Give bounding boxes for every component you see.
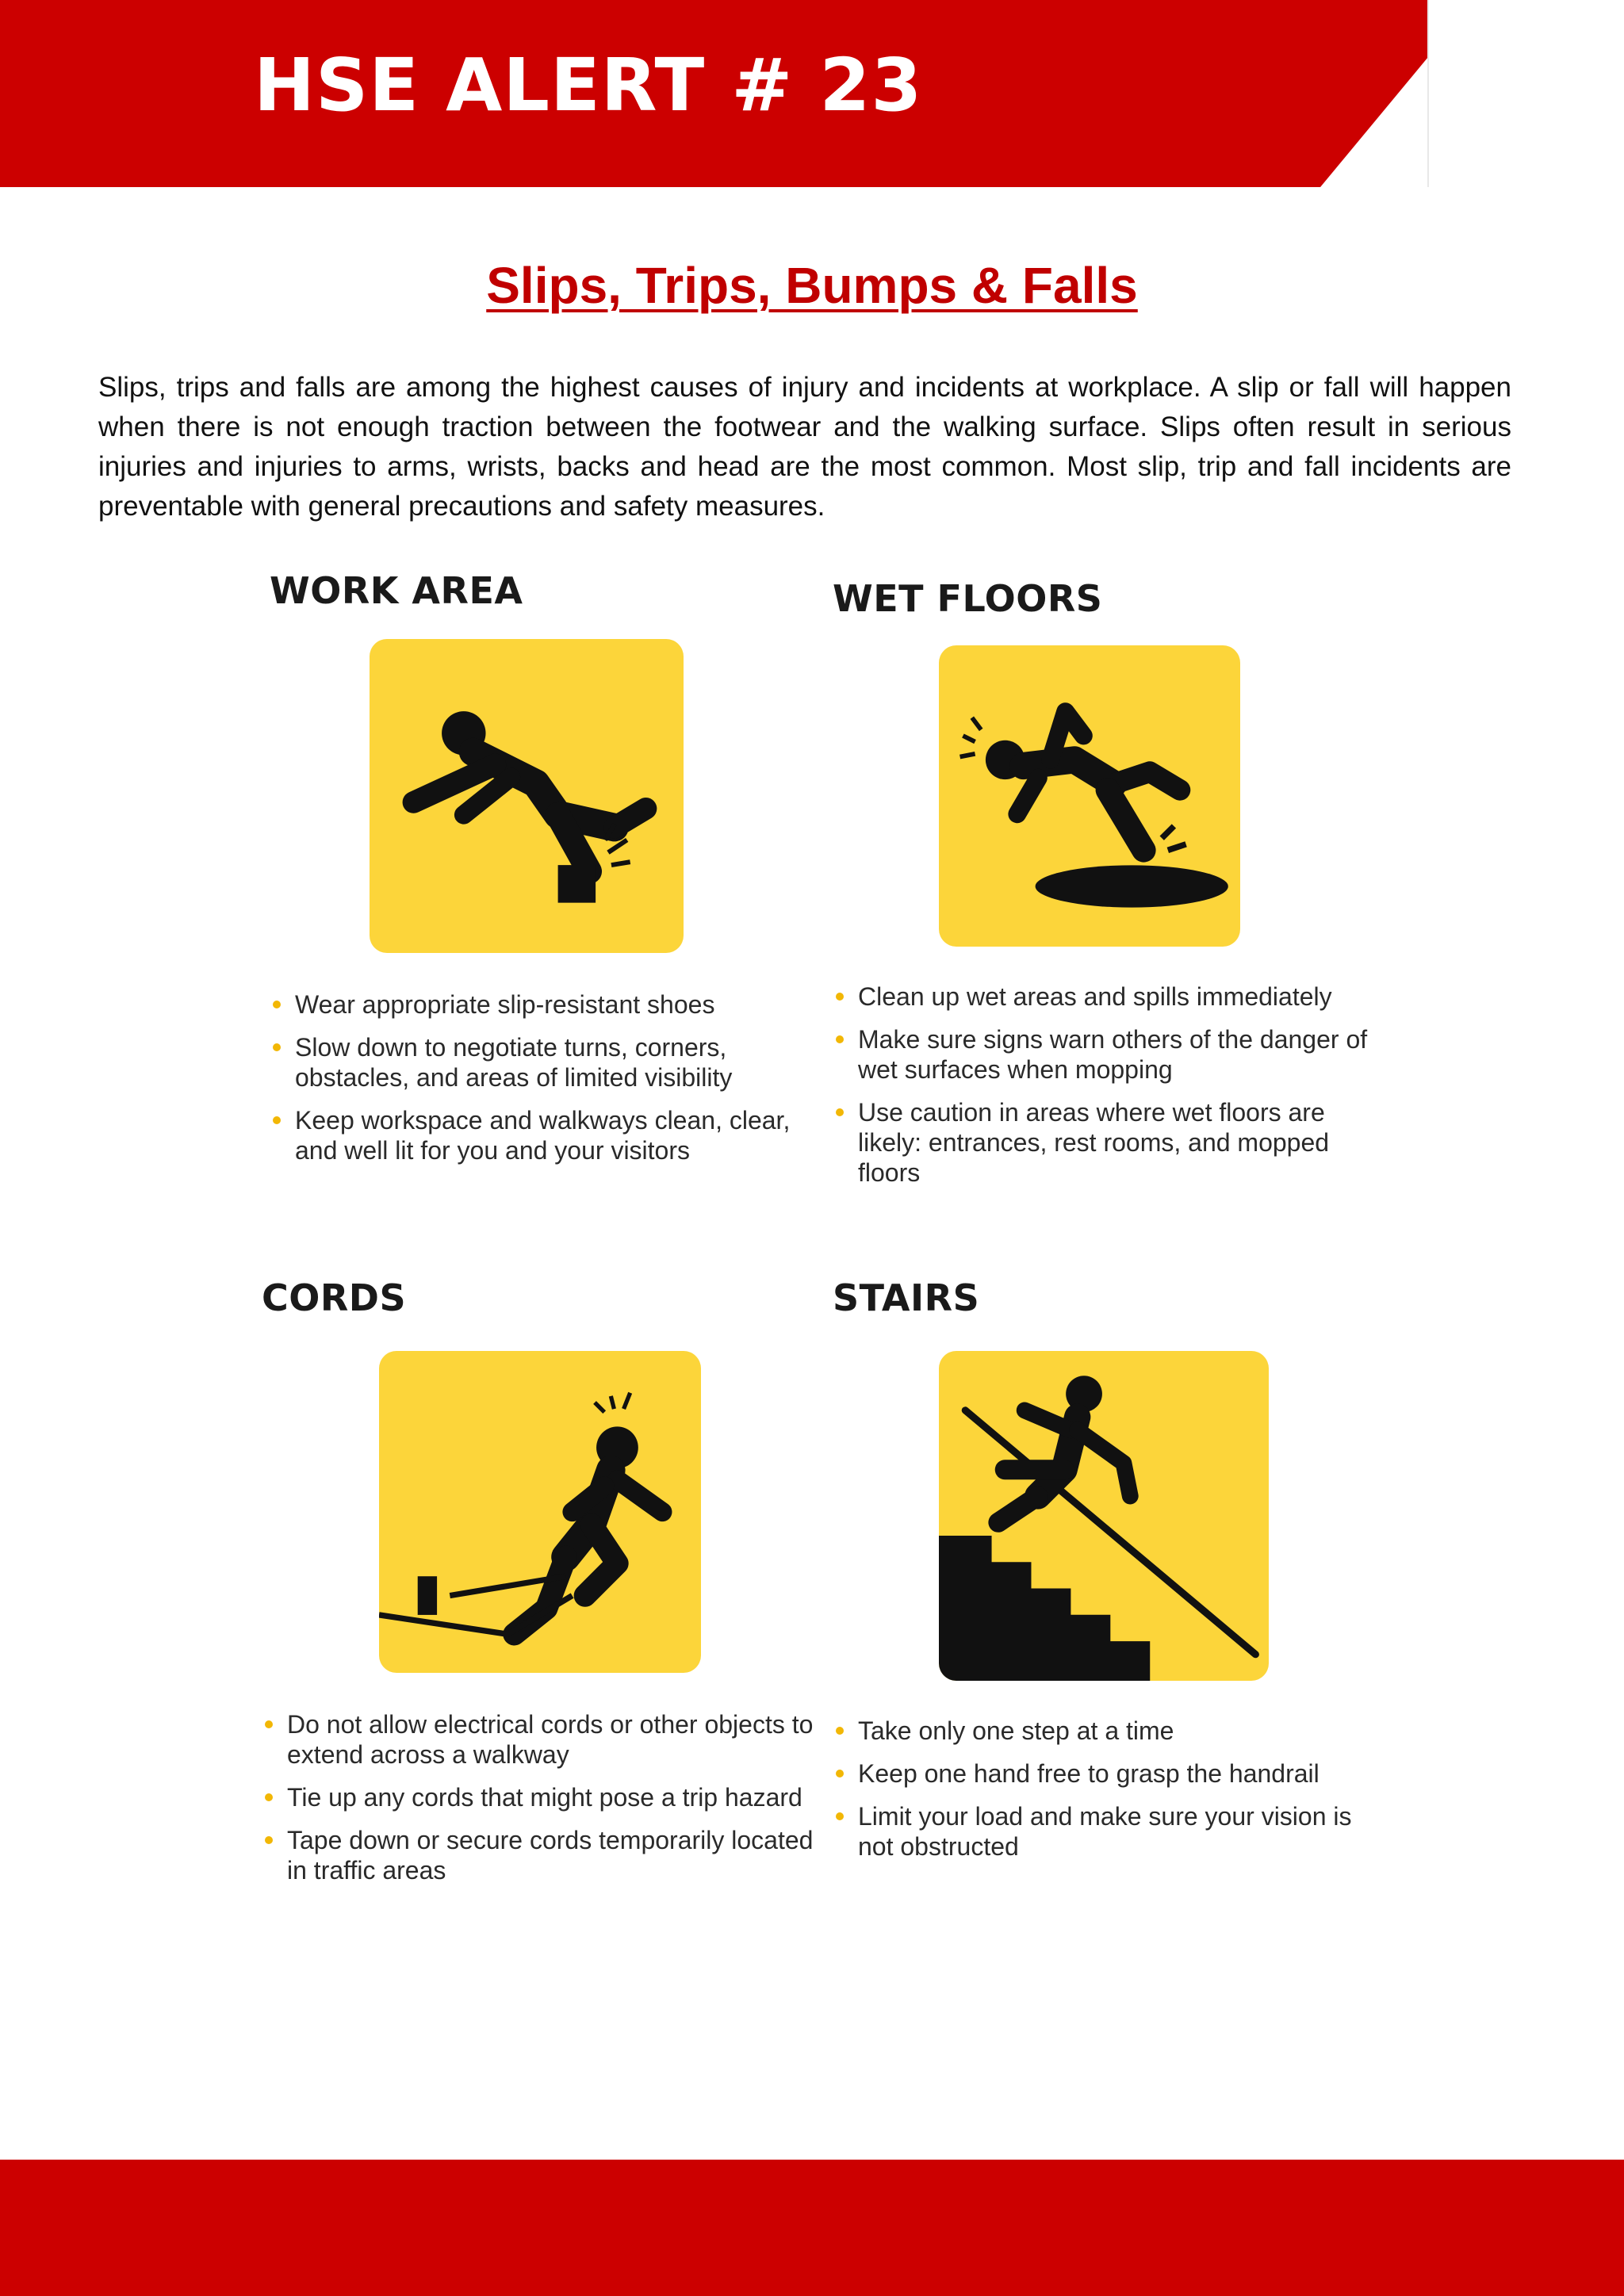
- list-item: Use caution in areas where wet floors are likely: entrances, rest rooms, and mopped floors: [833, 1097, 1372, 1188]
- section-heading: CORDS: [262, 1276, 407, 1319]
- header-edge: [1427, 0, 1429, 187]
- tripping-over-cord-icon: [379, 1351, 701, 1673]
- section-cords: [262, 1276, 817, 1914]
- section-heading: WORK AREA: [270, 569, 523, 612]
- section-heading: WET FLOORS: [833, 577, 1103, 620]
- falling-on-stairs-icon: [939, 1351, 1269, 1681]
- slipping-on-wet-floor-icon: [939, 645, 1240, 947]
- list-item: Make sure signs warn others of the danger of wet surfaces when mopping: [833, 1024, 1372, 1085]
- list-item: Tape down or secure cords temporarily located in traffic areas: [262, 1825, 817, 1885]
- alert-title: HSE ALERT # 23: [254, 43, 923, 128]
- stairs-bullets: [833, 1716, 1388, 1874]
- list-item: Wear appropriate slip-resistant shoes: [270, 989, 809, 1020]
- footer-band: [0, 2160, 1624, 2296]
- intro-paragraph: Slips, trips and falls are among the highest causes of injury and incidents at workplace. A slip or fall will happen when there is not enough traction between the footwear and the walking surface. Slips often result in serious injuries and injuries to arms, wrists, backs and head are the most common. Most slip, trip and fall incidents are preventable with general precautions and safety measures.: [98, 372, 1511, 522]
- list-item: Clean up wet areas and spills immediately: [833, 982, 1372, 1012]
- list-item: Keep workspace and walkways clean, clear, and well lit for you and your visitors: [270, 1105, 809, 1165]
- section-work-area: [270, 569, 809, 1207]
- cords-bullets: [262, 1709, 817, 1898]
- list-item: Keep one hand free to grasp the handrail: [833, 1758, 1388, 1789]
- section-wet-floors: [833, 577, 1372, 1215]
- section-heading: STAIRS: [833, 1276, 980, 1319]
- wet-floors-bullets: [833, 982, 1372, 1200]
- list-item: Slow down to negotiate turns, corners, obstacles, and areas of limited visibility: [270, 1032, 809, 1093]
- section-stairs: [833, 1276, 1388, 1914]
- list-item: Tie up any cords that might pose a trip hazard: [262, 1782, 817, 1812]
- list-item: Do not allow electrical cords or other objects to extend across a walkway: [262, 1709, 817, 1770]
- tripping-over-box-icon: [370, 639, 684, 953]
- work-area-bullets: [270, 989, 809, 1178]
- page-title: Slips, Trips, Bumps & Falls: [486, 257, 1138, 314]
- list-item: Limit your load and make sure your vision is not obstructed: [833, 1801, 1388, 1862]
- list-item: Take only one step at a time: [833, 1716, 1388, 1746]
